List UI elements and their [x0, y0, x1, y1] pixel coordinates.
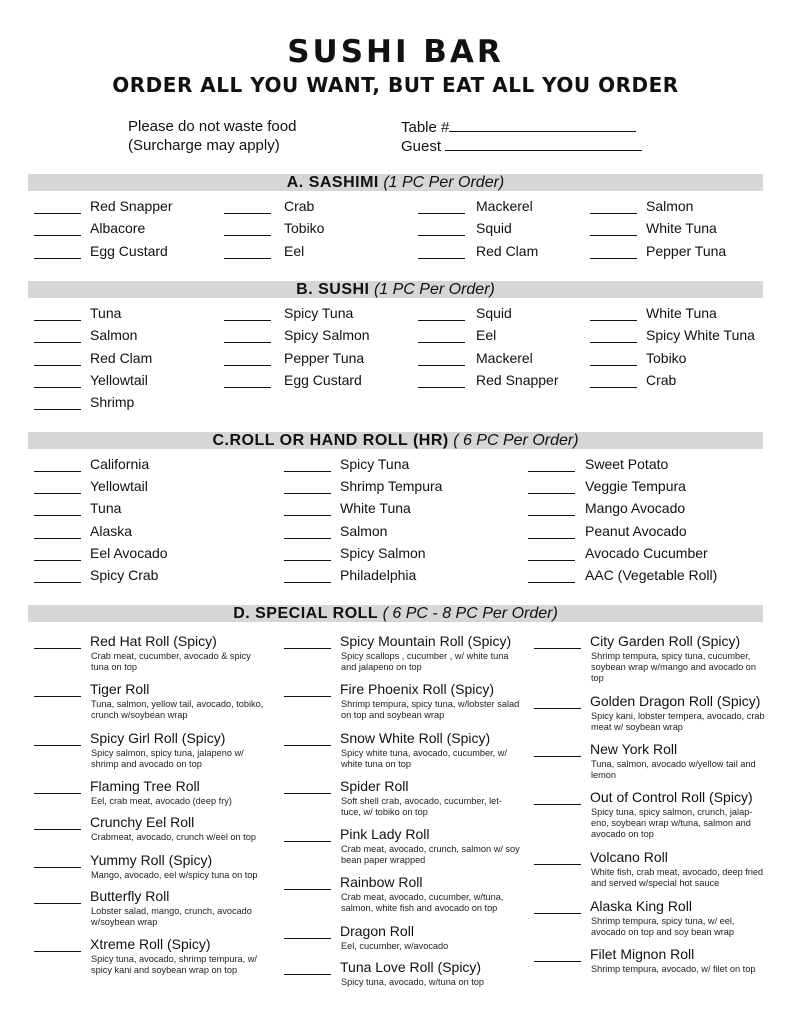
- order-blank[interactable]: [418, 235, 465, 236]
- menu-item: Avocado Cucumber: [585, 544, 708, 561]
- menu-item: Shrimp Tempura: [340, 478, 443, 495]
- special-roll-name: Out of Control Roll (Spicy): [590, 789, 753, 805]
- order-blank[interactable]: [534, 804, 581, 805]
- order-blank[interactable]: [284, 841, 331, 842]
- order-blank[interactable]: [34, 903, 81, 904]
- special-roll-description: White fish, crab meat, avocado, deep fried and served w/special hot sauce: [591, 867, 764, 888]
- special-roll-description: Spicy salmon, spicy tuna, jalapeno w/ shrimp and avocado on top: [91, 748, 244, 769]
- order-blank[interactable]: [224, 235, 271, 236]
- table-field[interactable]: [401, 117, 636, 137]
- special-roll-description: Spicy white tuna, avocado, cucumber, w/ white tuna on top: [341, 748, 507, 769]
- menu-item: Red Snapper: [90, 198, 173, 214]
- guest-line[interactable]: [445, 136, 642, 151]
- order-blank[interactable]: [528, 538, 575, 539]
- special-roll-name: Spicy Mountain Roll (Spicy): [340, 633, 512, 649]
- special-roll-name: Snow White Roll (Spicy): [340, 730, 491, 746]
- order-blank[interactable]: [418, 258, 465, 259]
- menu-item: Eel: [284, 242, 305, 259]
- order-blank[interactable]: [534, 708, 581, 709]
- special-roll-name: Crunchy Eel Roll: [90, 814, 195, 830]
- menu-item: Tobiko: [646, 349, 687, 366]
- order-blank[interactable]: [224, 387, 271, 388]
- section-sushi-title: B. SUSHI (1 PC Per Order): [296, 281, 495, 298]
- special-roll-name: Pink Lady Roll: [340, 826, 430, 842]
- special-roll-description: Spicy tuna, spicy salmon, crunch, jalap- eno, soybean wrap w/tuna, salmon and avocado on top: [591, 807, 753, 839]
- menu-item: Mango Avocado: [585, 500, 686, 517]
- special-roll-name: New York Roll: [590, 741, 678, 757]
- menu-item: Red Clam: [476, 242, 539, 259]
- order-blank[interactable]: [284, 471, 331, 472]
- order-blank[interactable]: [284, 648, 331, 649]
- special-roll-description: Spicy kani, lobster tempera, avocado, crab meat w/ soybean wrap: [591, 711, 765, 732]
- menu-item: White Tuna: [646, 305, 717, 321]
- order-blank[interactable]: [34, 213, 81, 214]
- menu-item: Salmon: [90, 327, 138, 344]
- order-blank[interactable]: [284, 493, 331, 494]
- menu-item: Mackerel: [476, 198, 533, 214]
- menu-item: Shrimp: [90, 394, 135, 411]
- order-blank[interactable]: [34, 829, 81, 830]
- special-roll-description: Spicy tuna, avocado, shrimp tempura, w/ spicy kani and soybean wrap on top: [91, 954, 257, 975]
- order-blank[interactable]: [284, 974, 331, 975]
- menu-item: Yellowtail: [90, 478, 148, 495]
- order-blank[interactable]: [528, 471, 575, 472]
- special-roll-name: City Garden Roll (Spicy): [590, 633, 741, 649]
- order-blank[interactable]: [34, 867, 81, 868]
- menu-item: Spicy Salmon: [340, 544, 426, 561]
- order-blank[interactable]: [418, 320, 465, 321]
- menu-item: Albacore: [90, 220, 146, 237]
- special-roll-name: Rainbow Roll: [340, 874, 423, 890]
- special-roll-description: Shrimp tempura, avocado, w/ filet on top: [591, 964, 756, 974]
- order-blank[interactable]: [528, 582, 575, 583]
- order-blank[interactable]: [590, 387, 637, 388]
- special-roll-description: Shrimp tempura, spicy tuna, cucumber, soybean wrap w/mango and avocado on top: [591, 651, 756, 683]
- order-blank[interactable]: [34, 320, 81, 321]
- order-blank[interactable]: [34, 235, 81, 236]
- special-roll-description: Lobster salad, mango, crunch, avocado w/soybean wrap: [91, 906, 252, 927]
- menu-item: Squid: [476, 220, 512, 237]
- order-blank[interactable]: [34, 745, 81, 746]
- order-blank[interactable]: [528, 560, 575, 561]
- special-roll-description: Eel, cucumber, w/avocado: [341, 941, 449, 951]
- menu-item: Spicy Salmon: [284, 327, 370, 344]
- menu-item: Spicy Tuna: [284, 305, 354, 321]
- menu-item: Spicy Tuna: [340, 456, 410, 472]
- guest-field[interactable]: [401, 136, 642, 156]
- menu-item: Pepper Tuna: [284, 349, 365, 366]
- table-line[interactable]: [449, 117, 636, 132]
- menu-item: AAC (Vegetable Roll): [585, 567, 718, 583]
- menu-item: Red Clam: [90, 349, 153, 366]
- menu-item: Yellowtail: [90, 371, 148, 388]
- order-blank[interactable]: [284, 745, 331, 746]
- order-blank[interactable]: [34, 387, 81, 388]
- special-roll-name: Alaska King Roll: [590, 898, 692, 914]
- order-blank[interactable]: [34, 793, 81, 794]
- order-blank[interactable]: [224, 365, 271, 366]
- menu-item: White Tuna: [646, 220, 717, 237]
- order-blank[interactable]: [284, 582, 331, 583]
- special-roll-description: Spicy tuna, avocado, w/tuna on top: [341, 977, 485, 987]
- order-blank[interactable]: [284, 560, 331, 561]
- order-blank[interactable]: [224, 213, 271, 214]
- special-roll-name: Fire Phoenix Roll (Spicy): [340, 681, 495, 697]
- menu-item: Veggie Tempura: [585, 478, 686, 495]
- order-blank[interactable]: [590, 320, 637, 321]
- section-special-title: D. SPECIAL ROLL ( 6 PC - 8 PC Per Order): [233, 605, 558, 622]
- section-roll-title: C.ROLL OR HAND ROLL (HR) ( 6 PC Per Order): [212, 432, 579, 449]
- order-blank[interactable]: [534, 913, 581, 914]
- order-blank[interactable]: [34, 582, 81, 583]
- order-blank[interactable]: [418, 365, 465, 366]
- special-roll-name: Xtreme Roll (Spicy): [90, 936, 211, 952]
- order-blank[interactable]: [34, 515, 81, 516]
- order-blank[interactable]: [534, 756, 581, 757]
- special-roll-name: Volcano Roll: [590, 849, 668, 865]
- order-blank[interactable]: [590, 258, 637, 259]
- order-blank[interactable]: [528, 493, 575, 494]
- table-label: Table #: [401, 119, 450, 136]
- special-roll-description: Crabmeat, avocado, crunch w/eel on top: [91, 832, 256, 842]
- special-roll-name: Tiger Roll: [90, 681, 150, 697]
- special-roll-name: Tuna Love Roll (Spicy): [340, 959, 482, 975]
- order-blank[interactable]: [34, 342, 81, 343]
- page-subtitle: ORDER ALL YOU WANT, BUT EAT ALL YOU ORDER: [112, 73, 679, 97]
- menu-item: Tuna: [90, 500, 122, 517]
- menu-item: Salmon: [340, 522, 388, 539]
- special-roll-name: Yummy Roll (Spicy): [90, 852, 213, 868]
- special-roll-name: Filet Mignon Roll: [590, 946, 695, 962]
- special-roll-description: Shrimp tempura, spicy tuna, w/lobster salad on top and soybean wrap: [341, 699, 520, 720]
- order-blank[interactable]: [534, 961, 581, 962]
- special-roll-name: Red Hat Roll (Spicy): [90, 633, 217, 649]
- special-roll-description: Crab meat, cucumber, avocado & spicy tuna on top: [91, 651, 251, 672]
- order-blank[interactable]: [34, 471, 81, 472]
- special-roll-description: Crab meat, avocado, cucumber, w/tuna, salmon, white fish and avocado on top: [341, 892, 504, 913]
- special-roll-description: Soft shell crab, avocado, cucumber, let- tuce, w/ tobiko on top: [341, 796, 502, 817]
- order-blank[interactable]: [534, 648, 581, 649]
- order-blank[interactable]: [34, 648, 81, 649]
- special-roll-name: Spider Roll: [340, 778, 409, 794]
- guest-label: Guest: [401, 138, 442, 155]
- order-blank[interactable]: [418, 387, 465, 388]
- special-roll-description: Tuna, salmon, avocado w/yellow tail and lemon: [591, 759, 756, 780]
- special-roll-name: Dragon Roll: [340, 923, 414, 939]
- menu-item: Salmon: [646, 198, 694, 214]
- order-blank[interactable]: [590, 235, 637, 236]
- order-blank[interactable]: [34, 538, 81, 539]
- menu-item: Spicy White Tuna: [646, 327, 755, 344]
- order-blank[interactable]: [34, 409, 81, 410]
- menu-item: Tobiko: [284, 220, 325, 237]
- order-blank[interactable]: [284, 889, 331, 890]
- special-roll-name: Flaming Tree Roll: [90, 778, 200, 794]
- menu-item: Red Snapper: [476, 371, 559, 388]
- menu-item: Tuna: [90, 305, 122, 321]
- order-blank[interactable]: [224, 258, 271, 259]
- page-title: SUSHI BAR: [287, 34, 504, 70]
- special-roll-description: Eel, crab meat, avocado (deep fry): [91, 796, 232, 806]
- special-roll-description: Shrimp tempura, spicy tuna, w/ eel, avocado on top and soy bean wrap: [591, 916, 735, 937]
- special-roll-description: Mango, avocado, eel w/spicy tuna on top: [91, 870, 258, 880]
- special-roll-name: Butterfly Roll: [90, 888, 170, 904]
- order-blank[interactable]: [284, 793, 331, 794]
- order-blank[interactable]: [34, 696, 81, 697]
- order-blank[interactable]: [34, 258, 81, 259]
- order-blank[interactable]: [34, 560, 81, 561]
- menu-item: Egg Custard: [90, 242, 168, 259]
- menu-item: White Tuna: [340, 500, 411, 517]
- menu-item: Crab: [284, 198, 315, 214]
- menu-item: Crab: [646, 371, 677, 388]
- order-blank[interactable]: [528, 515, 575, 516]
- special-roll-name: Golden Dragon Roll (Spicy): [590, 693, 761, 709]
- menu-item: Alaska: [90, 522, 133, 539]
- order-blank[interactable]: [534, 864, 581, 865]
- order-blank[interactable]: [284, 538, 331, 539]
- order-blank[interactable]: [224, 342, 271, 343]
- order-blank[interactable]: [590, 365, 637, 366]
- menu-item: Pepper Tuna: [646, 242, 727, 259]
- special-roll-description: Tuna, salmon, yellow tail, avocado, tobiko, crunch w/soybean wrap: [91, 699, 264, 720]
- order-blank[interactable]: [590, 342, 637, 343]
- order-blank[interactable]: [284, 938, 331, 939]
- special-roll-description: Crab meat, avocado, crunch, salmon w/ soy bean paper wrapped: [341, 844, 520, 865]
- special-roll-description: Spicy scallops , cucumber , w/ white tuna and jalapeno on top: [341, 651, 509, 672]
- menu-item: Sweet Potato: [585, 456, 669, 472]
- order-blank[interactable]: [418, 213, 465, 214]
- menu-item: Peanut Avocado: [585, 522, 687, 539]
- menu-item: Philadelphia: [340, 567, 417, 583]
- menu-item: Eel Avocado: [90, 544, 168, 561]
- order-blank[interactable]: [224, 320, 271, 321]
- section-sashimi-title: A. SASHIMI (1 PC Per Order): [286, 174, 505, 191]
- menu-item: Squid: [476, 305, 512, 321]
- menu-item: Egg Custard: [284, 371, 362, 388]
- order-blank[interactable]: [590, 213, 637, 214]
- menu-item: California: [90, 456, 150, 472]
- waste-note: Please do not waste food: [128, 118, 297, 135]
- order-blank[interactable]: [34, 951, 81, 952]
- order-blank[interactable]: [34, 365, 81, 366]
- surcharge-note: (Surcharge may apply): [128, 137, 280, 154]
- menu-item: Eel: [476, 327, 497, 344]
- menu-item: Mackerel: [476, 349, 533, 366]
- order-blank[interactable]: [34, 493, 81, 494]
- menu-item: Spicy Crab: [90, 567, 159, 583]
- order-blank[interactable]: [284, 515, 331, 516]
- order-blank[interactable]: [284, 696, 331, 697]
- special-roll-name: Spicy Girl Roll (Spicy): [90, 730, 226, 746]
- order-blank[interactable]: [418, 342, 465, 343]
